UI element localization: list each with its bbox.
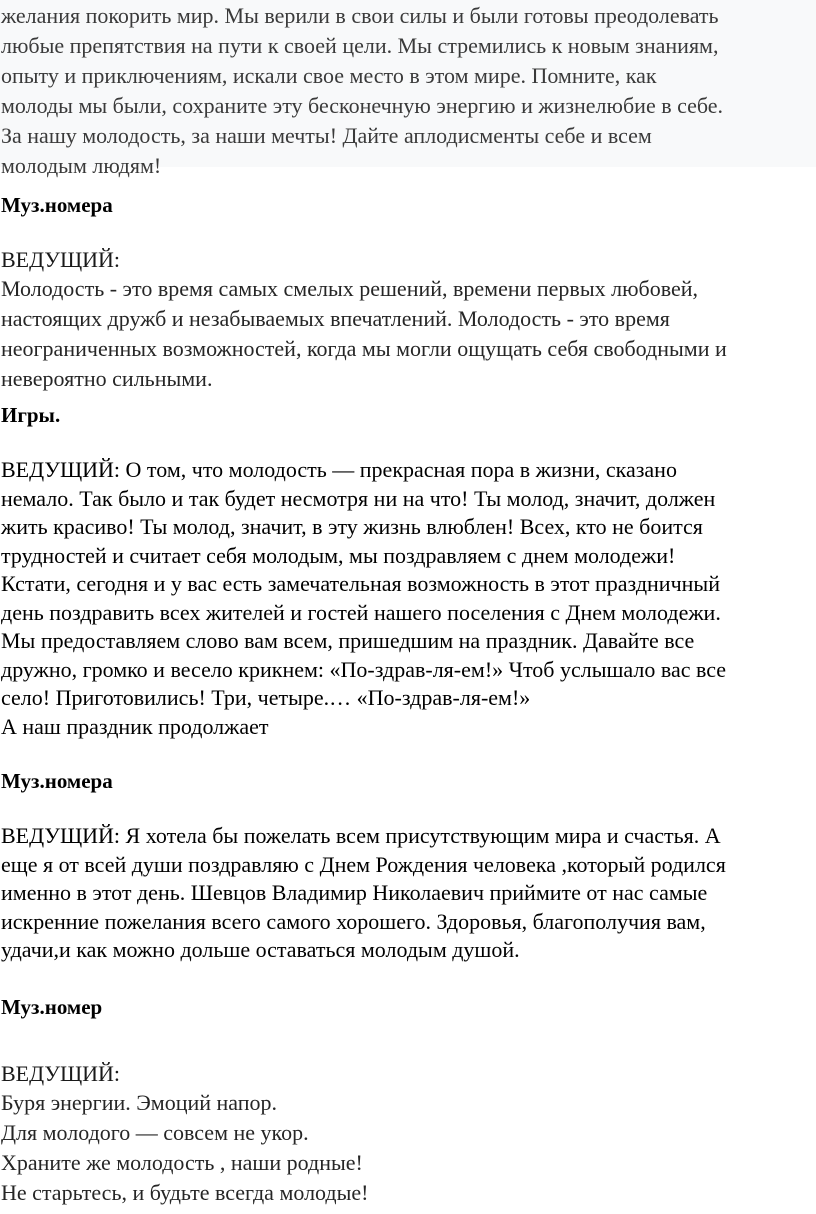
paragraph-line: жить красиво! Ты молод, значит, в эту жизнь влюблен! Всех, кто не боится xyxy=(1,514,703,539)
intro-line: желания покорить мир. Мы верили в свои силы и были готовы преодолевать xyxy=(1,3,719,28)
paragraph-line: невероятно сильными. xyxy=(1,366,213,391)
intro-line: молодым людям! xyxy=(1,153,162,178)
poem-line: Для молодого — совсем не укор. xyxy=(1,1120,309,1145)
paragraph-line: удачи,и как можно дольше оставаться молодым душой. xyxy=(1,937,520,962)
poem-stanza xyxy=(1,1088,813,1208)
paragraph-line: еще я от всей души поздравляю с Днем Рождения человека ,который родился xyxy=(1,851,726,877)
paragraph-line: Кстати, сегодня и у вас есть замечательная возможность в этот праздничный xyxy=(1,571,720,596)
paragraph-line: село! Приготовились! Три, четыре.… «По-здрав-ля-ем!» xyxy=(1,685,531,710)
paragraph-line: А наш праздник продолжает xyxy=(1,713,269,739)
paragraph-line: ВЕДУЩИЙ: О том, что молодость — прекрасная пора в жизни, сказано xyxy=(1,457,677,482)
paragraph-line: Молодость - это время самых смелых решений, времени первых любовей, xyxy=(1,276,699,301)
poem-line: Буря энергии. Эмоций напор. xyxy=(1,1090,278,1115)
paragraph-line: трудностей и считает себя молодым, мы поздравляем с днем молодежи! xyxy=(1,542,676,568)
speaker-label: ВЕДУЩИЙ: xyxy=(1,1061,121,1086)
section-heading-music-numbers: Муз.номера xyxy=(1,769,113,793)
section-heading-games: Игры. xyxy=(1,403,61,427)
section-heading-music-numbers: Муз.номера xyxy=(1,193,113,217)
intro-paragraph xyxy=(1,1,813,181)
paragraph-line: ВЕДУЩИЙ: Я хотела бы пожелать всем присутствующим мира и счастья. А xyxy=(1,823,721,848)
paragraph-line: день поздравить всех жителей и гостей нашего поселения с Днем молодежи. xyxy=(1,599,721,625)
speaker-label: ВЕДУЩИЙ: xyxy=(1,247,121,272)
intro-line: опыту и приключениям, искали свое место в этом мире. Помните, как xyxy=(1,63,657,88)
paragraph-line: настоящих дружб и незабываемых впечатлений. Молодость - это время xyxy=(1,306,670,331)
intro-line: любые препятствия на пути к своей цели. Мы стремились к новым знаниям, xyxy=(1,33,719,58)
intro-line: молоды мы были, сохраните эту бесконечную энергию и жизнелюбие в себе. xyxy=(1,93,724,118)
intro-line: За нашу молодость, за наши мечты! Дайте аплодисменты себе и всем xyxy=(1,123,652,148)
paragraph-line: дружно, громко и весело крикнем: «По-здрав-ля-ем!» Чтоб услышало вас все xyxy=(1,656,727,682)
paragraph-line: неограниченных возможностей, когда мы могли ощущать себя свободными и xyxy=(1,336,727,361)
paragraph-line: именно в этот день. Шевцов Владимир Николаевич приймите от нас самые xyxy=(1,880,708,905)
section3-paragraph xyxy=(1,822,813,965)
section2-paragraph xyxy=(1,456,813,741)
paragraph-line: немало. Так было и так будет несмотря ни на что! Ты молод, значит, должен xyxy=(1,485,716,511)
poem-line: Не старьтесь, и будьте всегда молодые! xyxy=(1,1180,369,1205)
section-heading-music-number: Муз.номер xyxy=(1,995,103,1019)
paragraph-line: Мы предоставляем слово вам всем, пришедшим на праздник. Давайте все xyxy=(1,628,695,653)
paragraph-line: искренние пожелания всего самого хорошего. Здоровья, благополучия вам, xyxy=(1,908,706,934)
poem-line: Храните же молодость , наши родные! xyxy=(1,1150,363,1175)
section1-paragraph xyxy=(1,274,813,394)
